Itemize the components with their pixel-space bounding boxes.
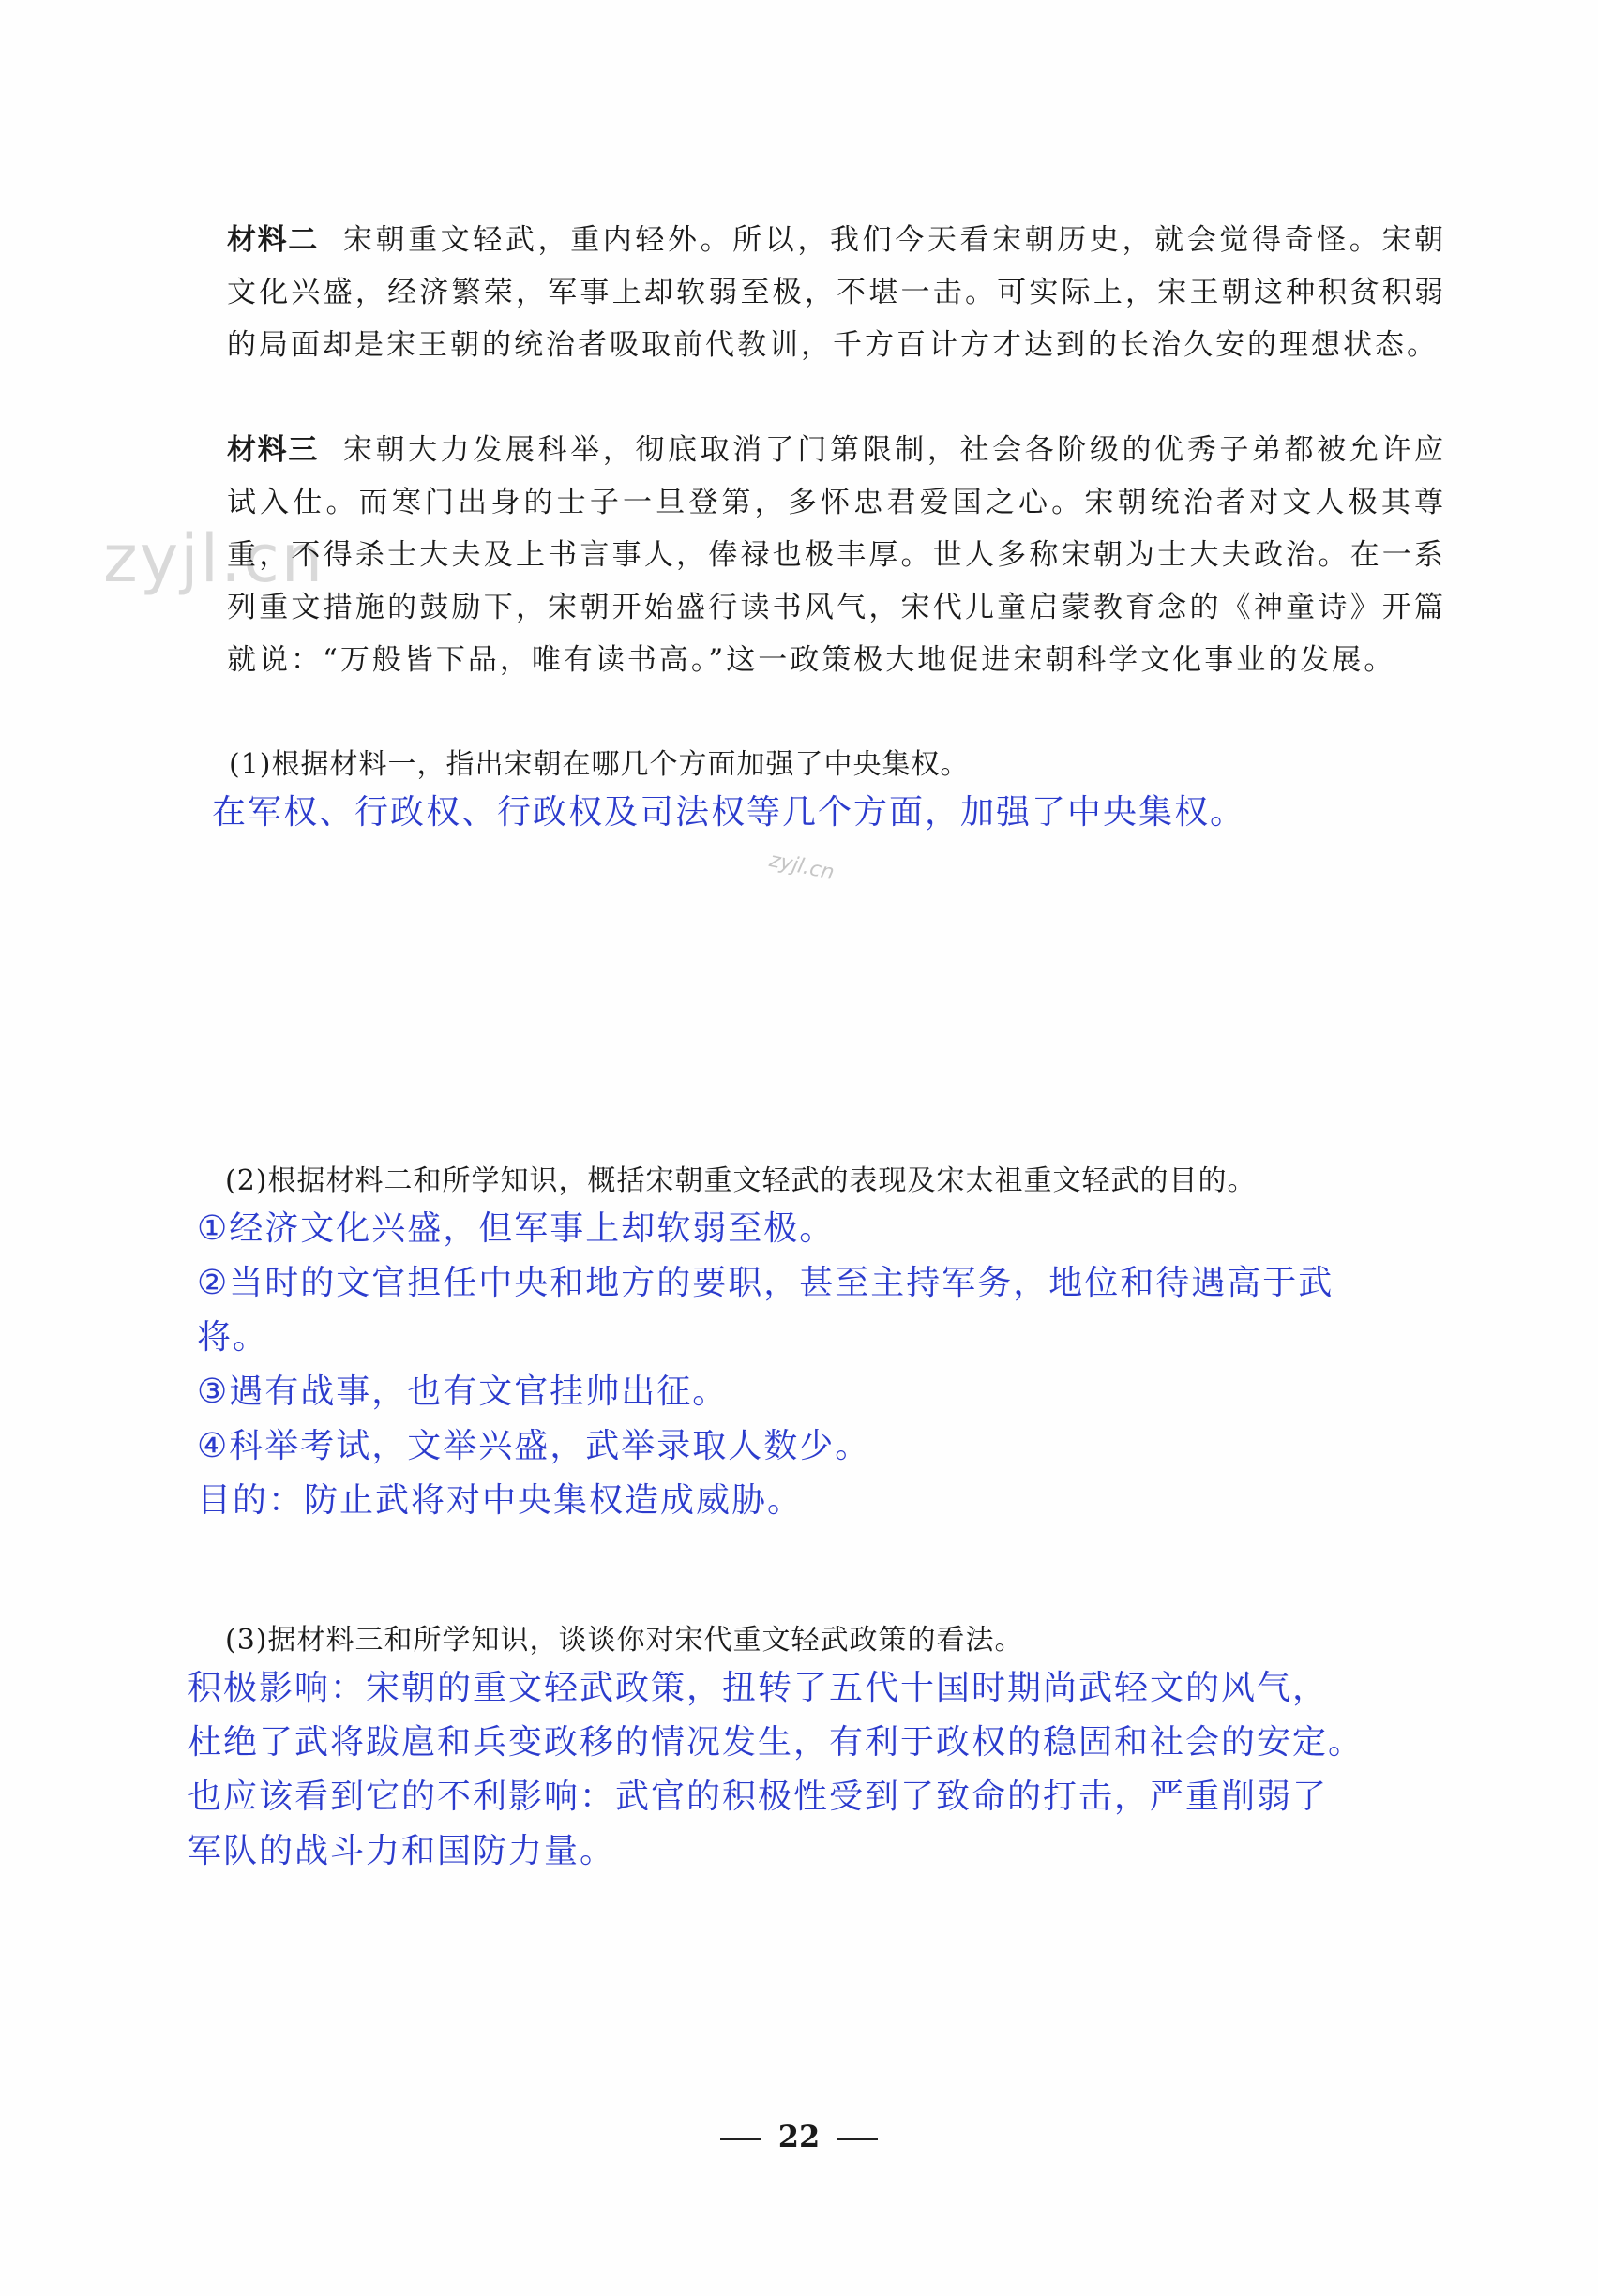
material-text: 宋朝大力发展科举，彻底取消了门第限制，社会各阶级的优秀子弟都被允许应试入仕。而寒门出身的士子一旦登第，多怀忠君爱国之心。宋朝统治者对文人极其尊重，不得杀士大夫及上书言事人，俸禄也极丰厚。世人多称宋朝为士大夫政治。在一系列重文措施的鼓励下，宋朝开始盛行读书风气，宋代儿童启蒙教育念的《神童诗》开篇就说：“万般皆下品，唯有读书高。”这一政策极大地促进宋朝科学文化事业的发展。 (227, 433, 1447, 677)
footer-dash-left (720, 2138, 761, 2140)
answer-line: 积极影响：宋朝的重文轻武政策，扭转了五代十国时期尚武轻文的风气， (188, 1669, 1329, 1707)
answer-line: 杜绝了武将跋扈和兵变政移的情况发生，有利于政权的稳固和社会的安定。 (188, 1723, 1364, 1762)
watermark-logo: zyjl.cn (103, 520, 325, 597)
footer-dash-right (837, 2138, 878, 2140)
answer-line: ②当时的文官担任中央和地方的要职，甚至主持军务，地位和待遇高于武 (197, 1264, 1334, 1302)
answer-line: ④科举考试，文举兴盛，武举录取人数少。 (197, 1427, 871, 1465)
answer-line: ③遇有战事，也有文官挂帅出征。 (197, 1373, 729, 1411)
material-label: 材料三 (227, 433, 319, 467)
material-two (227, 214, 1446, 371)
answer-line: ①经济文化兴盛，但军事上却软弱至极。 (197, 1209, 836, 1248)
material-three (227, 424, 1446, 686)
question-3: (3)据材料三和所学知识，谈谈你对宋代重文轻武政策的看法。 (225, 1624, 1024, 1657)
question-1: (1)根据材料一，指出宋朝在哪几个方面加强了中央集权。 (229, 748, 970, 781)
answer-3 (188, 1661, 1364, 1879)
question-2: (2)根据材料二和所学知识，概括宋朝重文轻武的表现及宋太祖重文轻武的目的。 (225, 1164, 1257, 1197)
answer-line: 军队的战斗力和国防力量。 (188, 1832, 616, 1870)
page-footer (0, 2119, 1598, 2154)
answer-2 (197, 1202, 1334, 1528)
answer-line: 目的：防止武将对中央集权造成威胁。 (197, 1481, 804, 1520)
answer-line: 在军权、行政权、行政权及司法权等几个方面，加强了中央集权。 (212, 793, 1246, 832)
material-text: 宋朝重文轻武，重内轻外。所以，我们今天看宋朝历史，就会觉得奇怪。宋朝文化兴盛，经济繁荣，军事上却软弱至极，不堪一击。可实际上，宋王朝这种积贫积弱的局面却是宋王朝的统治者吸取前代教训，千方百计方才达到的长治久安的理想状态。 (227, 223, 1447, 362)
answer-line: 也应该看到它的不利影响：武官的积极性受到了致命的打击，严重削弱了 (188, 1778, 1329, 1816)
page-number: 22 (777, 2119, 821, 2154)
answer-line: 将。 (197, 1318, 269, 1357)
material-label: 材料二 (227, 223, 319, 257)
watermark-small: zyjl.cn (767, 848, 837, 885)
answer-1 (212, 786, 1245, 840)
